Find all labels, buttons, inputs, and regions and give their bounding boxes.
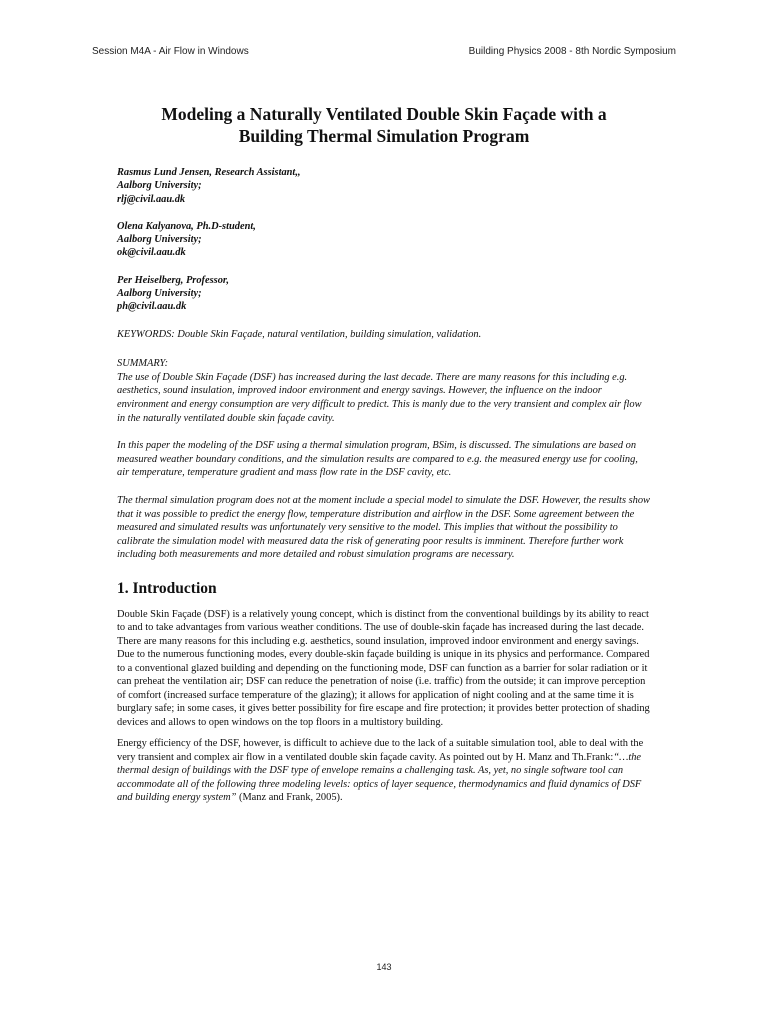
section-heading-introduction: 1. Introduction: [117, 579, 217, 597]
author-block-3: [117, 274, 651, 314]
author-affiliation: Aalborg University;: [117, 234, 202, 246]
manz-frank-quote: “…the thermal design of buildings with the DSF type of envelope remains a challenging task. As, yet, no single software tool can accommodate all of the following three modeling levels: optics of layer sequence, thermodynamics and fluid dynamics of DSF and building energy system”: [117, 751, 642, 804]
author-block-1: [117, 166, 651, 206]
paper-title: [100, 103, 668, 147]
page-number: 143: [376, 962, 392, 972]
summary-paragraph-2: In this paper the modeling of the DSF using a thermal simulation program, BSim, is discussed. The simulations are based on measured weather boundary conditions, and the simulation results are compared to e.g. the measured energy use for cooling, air temperature, temperature gradient and mass flow rate in the DSF cavity, etc.: [117, 440, 638, 479]
author-name: Olena Kalyanova, Ph.D-student,: [117, 220, 256, 232]
author-email: rlj@civil.aau.dk: [117, 193, 186, 205]
header-session: Session M4A - Air Flow in Windows: [92, 46, 249, 57]
running-header: [92, 46, 676, 57]
author-name: Rasmus Lund Jensen, Research Assistant,,: [117, 167, 301, 178]
introduction-paragraph-2: [117, 737, 651, 805]
author-email: ok@civil.aau.dk: [117, 247, 186, 259]
header-conference: Building Physics 2008 - 8th Nordic Symposium: [468, 46, 676, 57]
summary-label: SUMMARY:: [117, 358, 169, 370]
summary-paragraph-1: [117, 357, 651, 425]
author-block-2: [117, 220, 651, 260]
paper-body: [117, 166, 651, 813]
author-affiliation: Aalborg University;: [117, 288, 202, 300]
keywords: KEYWORDS: Double Skin Façade, natural ventilation, building simulation, validation.: [117, 328, 482, 340]
summary-paragraph-3: The thermal simulation program does not at the moment include a special model to simulate the DSF. However, the results show that it was possible to predict the energy flow, temperature distribution and airflow in the DSF. Some agreement between the measured and simulated results was unfortunately very sensitive to the model. This implies that without the possibility to calibrate the simulation model with measured data the risk of generating poor results is imminent. Therefore further work including both measurements and more detailed and robust simulation programs are necessary.: [117, 495, 650, 561]
author-name: Per Heiselberg, Professor,: [117, 274, 229, 286]
intro-p2-text: Energy efficiency of the DSF, however, is difficult to achieve due to the lack of a suitable simulation tool, able to deal with the very transient and complex air flow in a ventilated double skin façade cavity. As pointed out by H. Manz and Th.Frank:: [117, 738, 644, 763]
intro-p2-citation: (Manz and Frank, 2005).: [236, 792, 343, 804]
introduction-paragraph-1: Double Skin Façade (DSF) is a relatively young concept, which is distinct from the conventional buildings by its ability to react to and to take advantages from various weather conditions. The use of double-skin façade has increased during the last decade. There are many reasons for this including e.g. aesthetics, sound insulation, improved indoor environment and energy savings. Due to the numerous functioning modes, every double-skin façade building is unique in its physics and performance. Compared to a conventional glazed building and depending on the functioning mode, DSF can function as a barrier for solar radiation or it can preheat the ventilation air; DSF can reduce the penetration of noise (i.e. traffic) from the outside; it can improve perception of comfort (increased surface temperature of the glazing); it allows for application of night cooling and at the same time it is burglary safe; in some cases, it gives better possibility for fire escape and fire protection; it provides better protection of shading devices and allows to open windows on the top floors in a multistory building.: [117, 608, 650, 728]
author-affiliation: Aalborg University;: [117, 180, 202, 192]
author-email: ph@civil.aau.dk: [117, 301, 187, 313]
summary-text-1: The use of Double Skin Façade (DSF) has increased during the last decade. There are many reasons for this including e.g. aesthetics, sound insulation, improved indoor environment and energy savings. However, the influence on the indoor environment and energy consumption are very difficult to predict. This is manly due to the very transient and complex air flow in the naturally ventilated double skin façade cavity.: [117, 371, 642, 424]
title-line-2: Building Thermal Simulation Program: [238, 126, 530, 146]
title-line-1: Modeling a Naturally Ventilated Double Skin Façade with a: [161, 104, 607, 124]
